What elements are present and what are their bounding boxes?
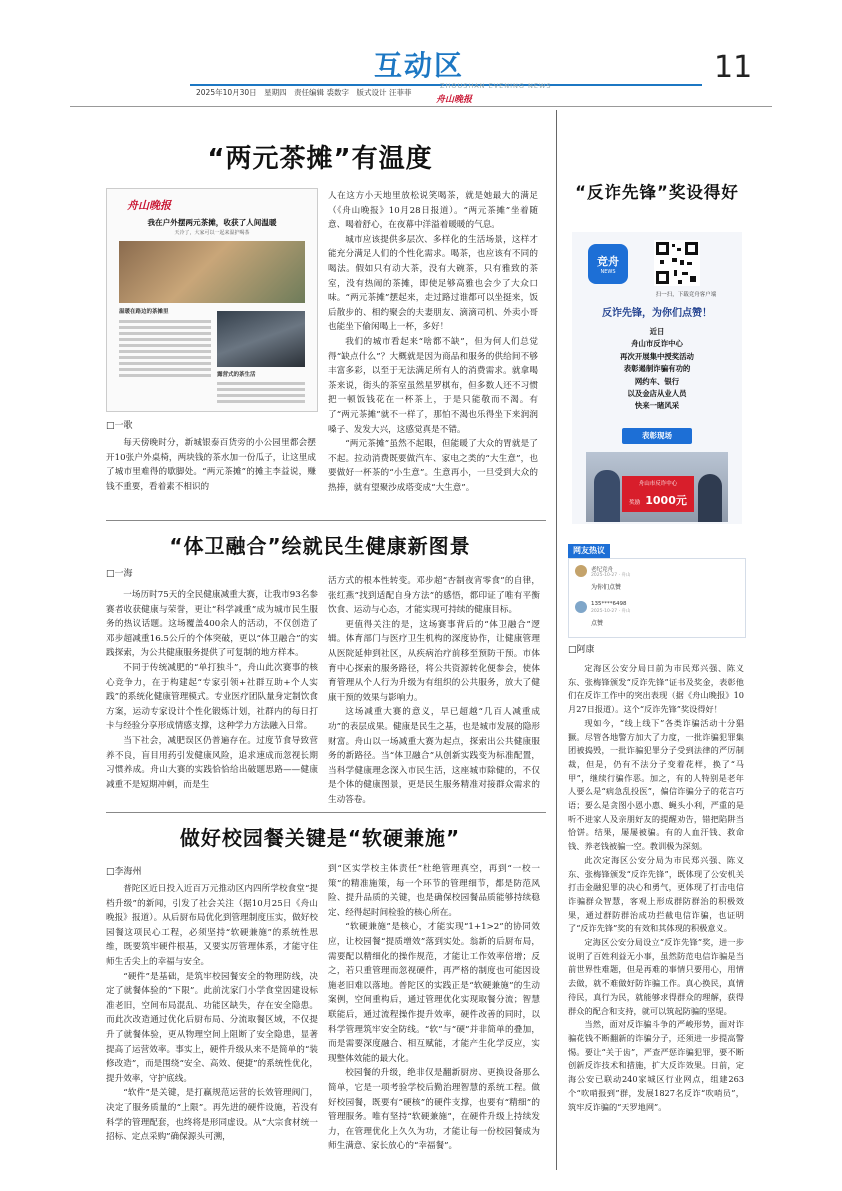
poster-photo (586, 452, 728, 522)
comment-meta: 2025-10-27 · 舟山 (591, 609, 631, 614)
reward-prefix: 奖励 (629, 500, 641, 506)
article1-col1: 每天傍晚时分，新城银泰百货旁的小公园里都会摆开10张户外桌椅，两块钱的茶水加一份瓜子，让这里成了城市里难得的歇脚处。“两元茶摊”的摊主李益说，赚钱不重要，看着素不相识的 (106, 438, 316, 492)
app-sub: NEWS (600, 269, 616, 275)
article2-para: 活方式的根本性转变。邓步超“杏制夜宵零食”的自律，张红燕“找到适配自身方法”的感悟，都印证了唯有平衡饮食、运动与心态，才能实现可持续的健康目标。 (328, 576, 540, 616)
divider (106, 520, 546, 521)
poster-line: 舟山市反诈中心 (631, 339, 683, 349)
photo-banner: 舟山市反诈中心 (638, 481, 678, 487)
article2-para: 不同于传统减肥的“单打独斗”，舟山此次赛事的核心竞争力，在于构建起“专家引领+社群互助+个人实践”的系统化健康管理模式。专业医疗团队量身定制饮食方案，运动专家设计个性化锻炼计划，社群内的每日打卡与经验分享形成情感支撑，这种学力方法融入日常。 (106, 662, 318, 732)
article3-para: “软件”是关键，是打赢规范运营的长效管理阀门，决定了服务质量的“上限”。再先进的硬件设施，若没有科学的管理配套，也终将是形同虚设。从“大宗食材统一招标、定点采购”确保源头可溯， (106, 1088, 318, 1143)
article2-byline: □一海 (106, 569, 133, 579)
article3-para: “硬件”是基础，是筑牢校园餐安全的物理防线，决定了就餐体验的“下限”。此前沈家门小学食堂因建设标准老旧，空间布局混乱、功能区缺失，存在安全隐患。而此次改造通过优化后厨布局、分流取餐区域，不仅提升了就餐体验，更从物理空间上阻断了安全隐患，显著提高了运营效率。事实上，硬件升级从来不是简单的“装修改造”，而是围绕“安全、高效、便捷”的系统性优化，提升效率，守护底线。 (106, 971, 318, 1084)
article1-para: 我们的城市看起来“啥都不缺”，但为何人们总觉得“缺点什么”？大概就是因为商品和服务的供给间不够丰富多彩，以至于无法满足所有人的消费需求。就拿喝茶来说，街头的茶室虽然星罗棋布，但多数人还不习惯把一顿饭钱花在一杯茶上，于是只能敬而不渴。有了“两元茶摊”就不一样了，那怕不渴也乐得坐下来润润嗓子、发发大兴，这感觉真是不错。 (328, 336, 538, 435)
sidebar-title: “反诈先锋”奖设得好 (575, 183, 739, 202)
divider (106, 812, 546, 813)
poster-line: 以及金店从业人员 (627, 389, 687, 399)
section-title: 互动区 (374, 49, 465, 82)
comment-text: 点赞 (591, 620, 604, 627)
comment-text: 为你们点赞 (591, 584, 622, 591)
poster-line: 再次开展集中授奖活动 (620, 351, 694, 361)
avatar (575, 565, 587, 577)
page-number: 11 (714, 50, 753, 85)
dateline: 2025年10月30日 星期四 责任编辑 裘数字 版式设计 汪菲菲 (196, 88, 412, 97)
article2-col1 (106, 588, 318, 792)
poster-line: 表彰遏制诈骗有功的 (623, 364, 691, 374)
sidebar-para: 现如今，“线上线下”各类诈骗活动十分猖獗。尽管各地警方加大了力度，一批诈骗犯罪集团被捣毁，一批诈骗犯罪分子受到法律的严厉制裁，但是，仍有不法分子变着花样，换了“马甲”，继续行骗作恶。加之，有的人特别是老年人要么是“病急乱投医”，偏信诈骗分子的花言巧语；要么是贪图小恩小惠、蝇头小利，严重的是听不进家人及亲朋好友的提醒劝告，错把陷阱当恰饼。结果，屡屡被骗。有的人血汗钱、救命钱、养老钱被骗一空。教训极为深刻。 (568, 717, 744, 852)
thumbnail-caption-1: 温暖在路边的茶摊里 (119, 309, 169, 315)
thumbnail-brand: 舟山晚报 (127, 199, 171, 212)
brand-logo-cn: 舟山晚报 (436, 95, 473, 105)
reward-amount: 1000元 (645, 494, 687, 507)
article1-title: “两元茶摊”有温度 (207, 144, 433, 174)
sidebar-byline: □阿康 (568, 645, 595, 655)
article3-para: “软硬兼施”是核心，才能实现“1+1>2”的协同效应，让校园餐“提质增效”落到实处。翁新的后厨布局，需要配以精细化的操作规范，才能让工作效率倍增；反之，若只重管理而忽视硬件，再严格的制度也可能因设施老旧难以落地。普陀区的实践正是“软硬兼施”的生动案例，空间重构后，通过管理优化实现取餐分流；智慧联能后，通过流程操作提升效率，硬件改善的同时，以科学管理筑牢安全防线。“软”与“硬”并非简单的叠加，而是需要深度融合、相互赋能，才能产生化学反应，实现整体效能的最大化。 (328, 922, 540, 1064)
poster-badge: 表彰现场 (622, 428, 692, 444)
thumbnail-headline: 我在户外摆两元茶摊，收获了人间温暖 (147, 218, 277, 227)
thumbnail-text-block-2 (217, 379, 305, 406)
poster-line: 网约车、银行 (634, 376, 680, 386)
article2-para: 当下社会，减肥误区仍普遍存在。过度节食导致营养不良，盲目用药引发健康风险，追求速成而忽视长期习惯养成。舟山大赛的实践恰恰给出破题思路——健康减重不是短期冲刺，而是生 (106, 735, 318, 790)
hot-comments-label: 网友热议 (568, 544, 610, 558)
comment-meta: 2025-10-27 · 舟山 (591, 573, 631, 578)
poster-line: 快来一睹风采 (634, 401, 680, 411)
article1-para: 人在这方小天地里放松说笑喝茶，就是她最大的满足（《舟山晚报》10月28日报道）。“两元茶摊”坐着随意、喝着舒心，在夜幕中洋溢着暖暖的气息。 (328, 191, 538, 231)
sidebar-para: 当然，面对反诈骗斗争的严峻形势，面对诈骗花钱不断翻新的诈骗分子，还须进一步提高警惕。要让“关于齿”，严查严惩诈骗犯罪，要不断创新反诈技术和措施，扩大反诈效果。日前，定海公安已联动240家城区行业网点，组建263个“吹哨报到”群，发展1827名反诈“吹哨员”，筑牢反诈骗的“天罗地网”。 (568, 1019, 744, 1112)
column-rule (556, 110, 557, 1170)
person-left (594, 470, 620, 522)
article3-col1 (106, 882, 318, 1145)
brand-en: ZHOUSHAN EVENING NEWS (440, 82, 552, 90)
person-right (698, 474, 722, 522)
article1-para: 城市应该提供多层次、多样化的生活场景，这样才能充分满足人们的个性化需求。喝茶，也应该有不同的喝法。假如只有动大茶，没有大碗茶，只有雅致的茶室，没有热闹的茶摊，即使足够高雅也会少了大众口味。“两元茶摊”摆起来，走过路过谁都可以坐挺来，饭后散步的、相约聚会的夫妻朋友、滴滴司机、外卖小哥也能坐下偷闲喝上一杯，多好！ (328, 234, 538, 333)
article2-title: “体卫融合”绘就民生健康新图景 (169, 534, 471, 558)
thumbnail-photo-1 (119, 241, 305, 303)
thumbnail-caption-2: 露营式的茶生活 (217, 372, 256, 378)
article2-para: 一场历时75天的全民健康减重大赛，让我市93名参赛者收获健康与荣誉，更让“科学减重”成为城市民生服务的热议话题。这场覆盖400余人的活动，不仅创造了邓步超减重16.5公斤的个体突破，更以“体卫融合”的实践探索，为公共健康服务提供了可复制的地方样本。 (106, 590, 318, 659)
article2-para: 更值得关注的是，这场赛事背后的“体卫融合”逻辑。体育部门与医疗卫生机构的深度协作，让健康管理从医院延伸到社区，从疾病治疗前移至预防干预。市体育中心探索的服务路径，将公共资源转化便参会，使体育管理从个人行为升级为有组织的公共服务，放大了健康干预的效果与影响力。 (328, 619, 540, 703)
thumbnail-photo-2 (217, 311, 305, 367)
reward-board (622, 476, 694, 512)
article3-para: 普陀区近日投入近百万元推动区内四所学校食堂“提档升级”的新闻，引发了社会关注（据10月25日《舟山晚报》报道）。从后厨布局优化到管理制度压实，做好校园餐这项民心工程，必须坚持“软硬兼施”的系统性思维，既要筑牢硬件根基，又要实厉管理体系，才能守住师生舌尖上的幸福与安全。 (106, 884, 318, 967)
qr-caption: 扫一扫，下载竞舟客户端 (655, 292, 717, 298)
hot-comments-panel (568, 558, 746, 638)
poster-line: 近日 (649, 327, 665, 336)
article1-para: “两元茶摊”虽然不起眼，但能暖了大众的胃就是了不起。拉动消费既要做汽车、家电之类的“大生意”，也要做好一杯茶的“小生意”。生意再小，一旦受到大众的热捧，就有望聚沙成塔变成“大生意”。 (328, 439, 538, 493)
article3-title: 做好校园餐关键是“软硬兼施” (179, 826, 461, 850)
article2-col2 (328, 574, 540, 808)
comment-user: 135****6498 (591, 601, 627, 607)
app-logo (588, 244, 628, 284)
poster-lines (572, 326, 742, 413)
article1-col2 (328, 189, 538, 495)
thumbnail-text-block-1 (119, 317, 211, 380)
article3-col2 (328, 862, 540, 1154)
article3-byline: □李海州 (106, 867, 142, 877)
thumbnail-subhead: 天冷了，大家可以一起来温护喝茶 (174, 230, 250, 236)
comment-user: 老纪竞舟 (591, 567, 614, 573)
app-name: 竞舟 (597, 255, 619, 268)
article3-para: 校园餐的升级，绝非仅是翻新厨房、更换设备那么简单，它是一项考验学校后勤治理智慧的系统工程。做好校园餐，既要有“硬核”的硬件支撑，也要有“精细”的管理服务。唯有坚持“软硬兼施”，在硬件升级上持续发力，在管理优化上久久为功，才能让每一份校园餐成为师生满意、家长放心的“幸福餐”。 (328, 1068, 540, 1152)
article1-byline: □一歌 (106, 421, 133, 431)
poster-slogan: 反诈先锋，为你们点赞！ (602, 308, 712, 319)
avatar (575, 601, 587, 613)
sidebar-para: 定海区公安分局日前为市民郑兴强、陈义东、张梅锋颁发“反诈先锋”证书及奖金，表彰他们在反诈工作中的突出表现（据《舟山晚报》10月27日报道）。这个“反诈先锋”奖设得好！ (568, 663, 744, 715)
sidebar-para: 此次定海区公安分局为市民郑兴强、陈义东、张梅锋颁发“反诈先锋”，既体现了公安机关打击金融犯罪的决心和勇气，更体现了打击电信诈骗群众智慧，客观上形成群防群治的积极效果，通过群防群治成功拦截电信诈骗，也证明了“反诈先锋”奖的有效和其体现的积极意义。 (568, 854, 744, 934)
sidebar-para: 定海区公安分局设立“反诈先锋”奖，进一步说明了百姓利益无小事，虽然防范电信诈骗是当前世界性难题，但是再难的事情只要用心，用情去做，就不难做好防诈骗工作。真心换民，真情待民，真行为民，就能够求得群众的理解，获得群众的配合和支持，就可以筑起防骗的坚堤。 (568, 937, 744, 1016)
sidebar-body (568, 662, 744, 1114)
masthead-bottom-line (70, 106, 772, 107)
article2-para: 这场减重大赛的意义，早已超越“几百人减重成功”的表层成果。健康是民生之基，也是城市发展的隐形财富。舟山以一场减重大赛为起点，探索出公共健康服务的新路径。当“体卫融合”从创新实践变为标准配置，当科学健康理念深入市民生活，这座城市除健的，不仅是个体的健康图景，更是民生服务精准对接群众需求的生动答卷。 (328, 707, 540, 805)
article3-para: 到“区实学校主体责任”杜绝管理真空，再到“一校一策”的精准施策，每一个环节的管理细节，都是防范风险、提升品质的关键，也是确保校园餐品质能够持续稳定、经得起时间检验的核心所在。 (328, 864, 540, 918)
sidebar-poster (572, 232, 742, 524)
qr-code-icon (654, 240, 700, 286)
article1-thumbnail (106, 188, 318, 412)
